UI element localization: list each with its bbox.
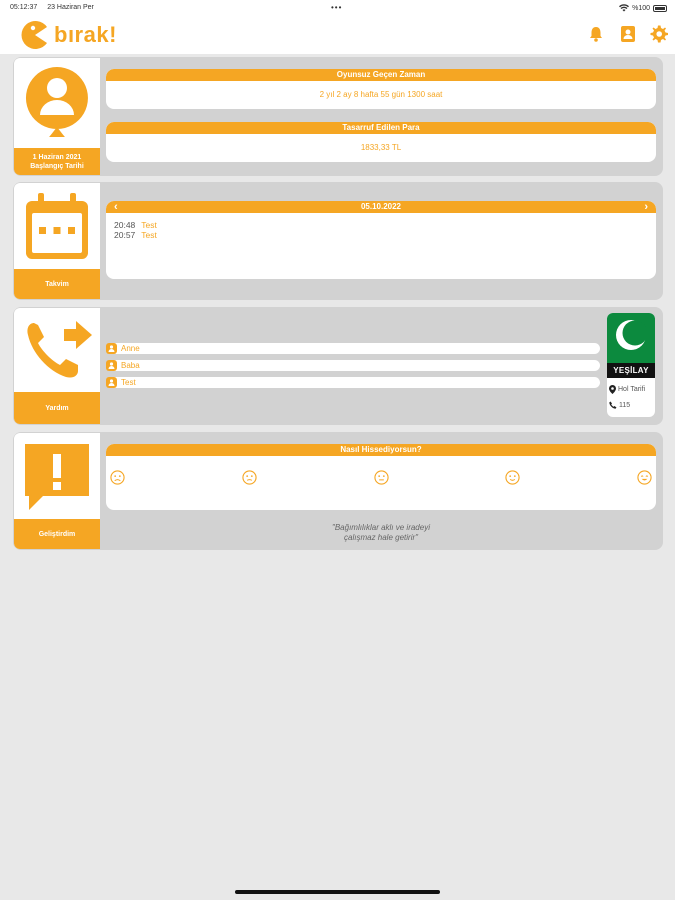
contact-name: Anne xyxy=(121,344,140,353)
help-card xyxy=(13,307,663,425)
yesilay-logo xyxy=(607,313,655,378)
app-logo xyxy=(20,20,117,50)
next-day-arrow-icon[interactable]: › xyxy=(644,201,648,213)
neutral-face-icon[interactable] xyxy=(374,470,389,485)
event-time: 20:57 xyxy=(114,230,136,240)
calendar-side[interactable] xyxy=(14,183,100,299)
help-label: Yardım xyxy=(14,392,100,424)
sad-face-icon[interactable] xyxy=(242,470,257,485)
calendar-card xyxy=(13,182,663,300)
feelings-side[interactable] xyxy=(14,433,100,549)
gear-icon[interactable] xyxy=(650,25,668,43)
contact-item[interactable] xyxy=(106,360,600,371)
start-date-label xyxy=(14,148,100,175)
phone-icon xyxy=(609,401,617,409)
contact-item[interactable] xyxy=(106,343,600,354)
user-pin-icon xyxy=(24,65,90,139)
pacman-logo-icon xyxy=(20,20,50,50)
start-date-caption: Başlangıç Tarihi xyxy=(30,162,84,170)
alert-icon-wrap xyxy=(14,433,100,519)
time-value: 2 yıl 2 ay 8 hafta 55 gün 1300 saat xyxy=(319,90,443,99)
motivation-quote xyxy=(106,523,656,543)
feelings-side-label: Geliştirdim xyxy=(14,519,100,549)
profile-side[interactable] xyxy=(14,58,100,175)
quote-line-1: "Bağımlılıklar aklı ve iradeyi xyxy=(332,523,430,532)
prev-day-arrow-icon[interactable]: ‹ xyxy=(114,201,118,213)
time-panel xyxy=(106,69,656,109)
person-icon xyxy=(106,360,117,371)
event-name: Test xyxy=(141,220,157,230)
mood-faces xyxy=(106,456,656,485)
calendar-panel xyxy=(106,201,656,279)
yesilay-phone-row[interactable] xyxy=(607,397,655,413)
contacts-book-icon[interactable] xyxy=(619,25,637,43)
happy-face-icon[interactable] xyxy=(505,470,520,485)
event-name: Test xyxy=(141,230,157,240)
feelings-card xyxy=(13,432,663,550)
profile-icon-wrap xyxy=(14,58,100,146)
battery-icon xyxy=(653,5,667,12)
calendar-date: 05.10.2022 xyxy=(360,202,402,211)
bell-icon[interactable] xyxy=(587,25,605,43)
contact-name: Test xyxy=(121,378,136,387)
profile-card xyxy=(13,57,663,176)
contact-item[interactable] xyxy=(106,377,600,388)
money-title: Tasarruf Edilen Para xyxy=(106,122,656,134)
alert-message-icon xyxy=(21,440,93,512)
mood-title: Nasıl Hissediyorsun? xyxy=(106,444,656,456)
battery-percent: %100 xyxy=(632,4,650,12)
phone-forward-icon xyxy=(20,315,94,385)
person-icon xyxy=(106,377,117,388)
yesilay-card[interactable] xyxy=(607,313,655,417)
yesilay-phone: 115 xyxy=(619,401,631,409)
status-time: 05:12:37 xyxy=(10,4,38,11)
quote-line-2: çalışmaz hale getirir" xyxy=(344,533,418,542)
event-item[interactable] xyxy=(106,220,656,230)
time-title: Oyunsuz Geçen Zaman xyxy=(106,69,656,81)
status-right xyxy=(619,4,667,12)
contact-name: Baba xyxy=(121,361,140,370)
app-header xyxy=(0,16,675,54)
status-date: 23 Haziran Per xyxy=(47,4,94,11)
money-panel xyxy=(106,122,656,162)
help-side[interactable] xyxy=(14,308,100,424)
yesilay-address-row[interactable] xyxy=(607,381,655,397)
very-sad-face-icon[interactable] xyxy=(110,470,125,485)
home-indicator[interactable] xyxy=(235,890,440,894)
event-list xyxy=(106,213,656,240)
very-happy-face-icon[interactable] xyxy=(637,470,652,485)
crescent-icon xyxy=(615,319,647,351)
mood-panel xyxy=(106,444,656,510)
calendar-icon xyxy=(24,191,90,261)
location-pin-icon xyxy=(609,385,616,394)
event-time: 20:48 xyxy=(114,220,136,230)
start-date: 1 Haziran 2021 xyxy=(32,153,82,161)
help-icon-wrap xyxy=(14,308,100,392)
wifi-icon xyxy=(619,4,629,12)
status-bar xyxy=(0,0,675,16)
person-icon xyxy=(106,343,117,354)
calendar-label: Takvim xyxy=(14,269,100,299)
app-name: bırak! xyxy=(54,22,117,47)
yesilay-wordmark: YEŞİLAY xyxy=(607,363,655,378)
money-value: 1833,33 TL xyxy=(360,143,402,152)
calendar-header xyxy=(106,201,656,213)
multitasking-dots[interactable]: ••• xyxy=(331,3,343,12)
status-left xyxy=(10,4,94,11)
calendar-icon-wrap xyxy=(14,183,100,269)
event-item[interactable] xyxy=(106,230,656,240)
yesilay-address: Hol Tarifi xyxy=(618,385,646,393)
